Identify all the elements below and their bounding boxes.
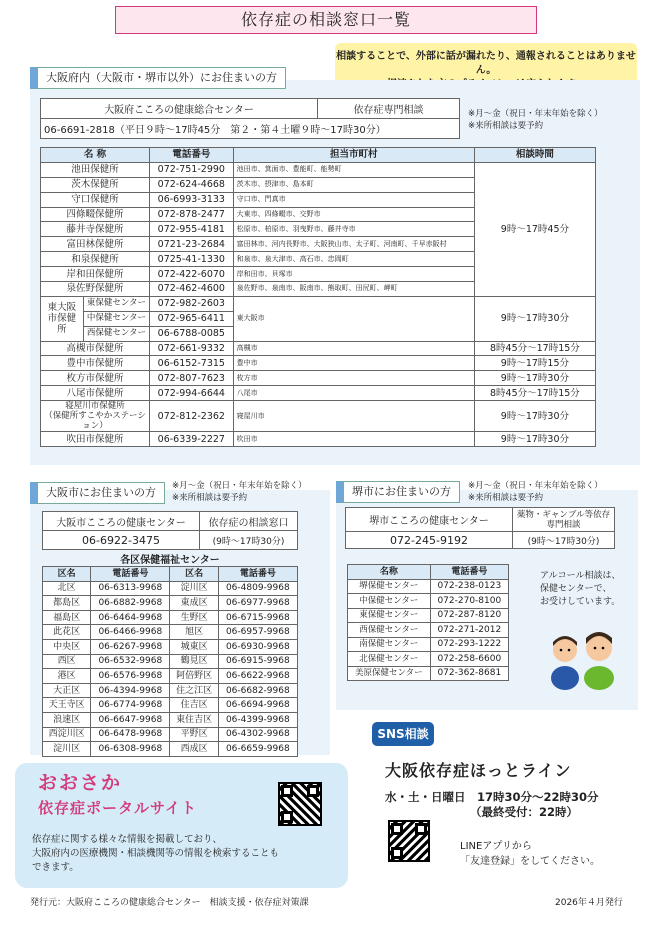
phone-cell: 072-661-9332 bbox=[150, 341, 234, 356]
ward-phone-cell: 06-6267-9968 bbox=[91, 639, 170, 654]
ward-row bbox=[43, 727, 298, 742]
people-illustration bbox=[543, 620, 623, 690]
ward-name-cell: 淀川区 bbox=[170, 581, 218, 596]
area-cell: 枚方市 bbox=[233, 371, 474, 386]
ward-phone-cell: 06-6977-9968 bbox=[218, 596, 297, 611]
sakai-phone-cell: 072-238-0123 bbox=[430, 579, 508, 594]
area-cell: 東大阪市 bbox=[233, 296, 474, 341]
ward-header-cell: 電話番号 bbox=[218, 567, 297, 582]
ward-phone-cell: 06-6576-9968 bbox=[91, 669, 170, 684]
center-name: 大阪府こころの健康総合センター bbox=[41, 99, 318, 119]
ward-name-cell: 住吉区 bbox=[170, 698, 218, 713]
osaka-pref-note-2: ※来所相談は要予約 bbox=[468, 121, 544, 131]
center-name-cell: 富田林保健所 bbox=[41, 237, 150, 252]
ward-phone-cell: 06-6532-9968 bbox=[91, 654, 170, 669]
osaka-city-section-label: 大阪市にお住まいの方 bbox=[30, 482, 165, 504]
center-name-cell: 池田保健所 bbox=[41, 162, 150, 177]
center-name-cell: 和泉保健所 bbox=[41, 252, 150, 267]
sakai-row bbox=[348, 579, 509, 594]
phone-cell: 06-6339-2227 bbox=[150, 432, 234, 447]
phone-cell: 072-965-6411 bbox=[150, 311, 234, 326]
center-name-cell: 岸和田保健所 bbox=[41, 267, 150, 282]
ward-header-cell: 区名 bbox=[43, 567, 91, 582]
sns-hours: 水・土・日曜日 17時30分～22時30分 bbox=[385, 790, 599, 804]
sakai-header-cell: 名称 bbox=[348, 565, 431, 580]
table-row bbox=[41, 356, 596, 371]
center-name-cell: 泉佐野保健所 bbox=[41, 282, 150, 297]
area-cell: 岸和田市、貝塚市 bbox=[233, 267, 474, 282]
higashi-label: 東大阪市保健所 bbox=[41, 296, 84, 341]
ward-phone-cell: 06-4399-9968 bbox=[218, 712, 297, 727]
area-cell: 豊中市 bbox=[233, 356, 474, 371]
ward-phone-cell: 06-6715-9968 bbox=[218, 610, 297, 625]
sakai-name-cell: 美原保健センター bbox=[348, 666, 431, 681]
ward-row bbox=[43, 596, 298, 611]
area-cell: 守口市、門真市 bbox=[233, 192, 474, 207]
ward-row bbox=[43, 610, 298, 625]
ward-phone-cell: 06-6694-9968 bbox=[218, 698, 297, 713]
phone-cell: 072-462-4600 bbox=[150, 282, 234, 297]
ward-name-cell: 此花区 bbox=[43, 625, 91, 640]
center-name-cell: 八尾市保健所 bbox=[41, 386, 150, 401]
sakai-row bbox=[348, 652, 509, 667]
portal-desc: 依存症に関する様々な情報を掲載しており、 大阪府内の医療機関・相談機関等の情報を検索することも できます。 bbox=[32, 834, 280, 873]
sakai-center-table bbox=[345, 507, 615, 549]
osaka-pref-note-1: ※月～金（祝日・年末年始を除く） bbox=[468, 109, 603, 119]
sakai-name-cell: 南保健センター bbox=[348, 637, 431, 652]
portal-title-2: 依存症ポータルサイト bbox=[38, 799, 197, 817]
ward-phone-cell: 06-6466-9968 bbox=[91, 625, 170, 640]
phone-cell: 0721-23-2684 bbox=[150, 237, 234, 252]
center-name-cell: 藤井寺保健所 bbox=[41, 222, 150, 237]
center-name-cell: 四條畷保健所 bbox=[41, 207, 150, 222]
table-row bbox=[41, 432, 596, 447]
ward-name-cell: 鶴見区 bbox=[170, 654, 218, 669]
ward-name-cell: 港区 bbox=[43, 669, 91, 684]
center-name-cell: 寝屋川市保健所 （保健所すこやかステーション） bbox=[41, 401, 150, 432]
city-center-phone: 06-6922-3475 bbox=[43, 531, 200, 550]
sakai-phone-cell: 072-270-8100 bbox=[430, 594, 508, 609]
ward-name-cell: 西区 bbox=[43, 654, 91, 669]
ward-row bbox=[43, 639, 298, 654]
sns-title: 大阪依存症ほっとライン bbox=[385, 761, 572, 780]
page-title: 依存症の相談窓口一覧 bbox=[115, 6, 537, 34]
ward-name-cell: 浪速区 bbox=[43, 712, 91, 727]
ward-name-cell: 住之江区 bbox=[170, 683, 218, 698]
center-name-cell: 高槻市保健所 bbox=[41, 341, 150, 356]
table-row bbox=[41, 401, 596, 432]
hours-cell: 9時～17時30分 bbox=[474, 371, 595, 386]
area-cell: 高槻市 bbox=[233, 341, 474, 356]
ward-name-cell: 北区 bbox=[43, 581, 91, 596]
ward-name-cell: 生野区 bbox=[170, 610, 218, 625]
sakai-row bbox=[348, 608, 509, 623]
sakai-note-2: ※来所相談は要予約 bbox=[468, 493, 544, 503]
ward-name-cell: 西淀川区 bbox=[43, 727, 91, 742]
area-cell: 富田林市、河内長野市、大阪狭山市、太子町、河南町、千早赤阪村 bbox=[233, 237, 474, 252]
sakai-phone-cell: 072-293-1222 bbox=[430, 637, 508, 652]
table-row bbox=[41, 341, 596, 356]
ward-header-row bbox=[43, 567, 298, 582]
ward-name-cell: 平野区 bbox=[170, 727, 218, 742]
center-phone: 06-6691-2818（平日９時～17時45分 第２・第４土曜９時～17時30分） bbox=[41, 119, 460, 139]
sakai-phone-cell: 072-287-8120 bbox=[430, 608, 508, 623]
phone-cell: 072-955-4181 bbox=[150, 222, 234, 237]
ward-table bbox=[42, 566, 298, 757]
sakai-name-cell: 東保健センター bbox=[348, 608, 431, 623]
osaka-city-note-1: ※月～金（祝日・年末年始を除く） bbox=[172, 481, 307, 491]
sakai-row bbox=[348, 623, 509, 638]
privacy-notice bbox=[335, 43, 637, 85]
table-header-row bbox=[41, 148, 596, 163]
table-header-cell: 電話番号 bbox=[150, 148, 234, 163]
area-cell: 泉佐野市、泉南市、阪南市、熊取町、田尻町、岬町 bbox=[233, 282, 474, 297]
sakai-phone-cell: 072-362-8681 bbox=[430, 666, 508, 681]
sakai-row bbox=[348, 594, 509, 609]
ward-phone-cell: 06-6957-9968 bbox=[218, 625, 297, 640]
ward-row bbox=[43, 712, 298, 727]
table-row bbox=[41, 371, 596, 386]
ward-phone-cell: 06-6464-9968 bbox=[91, 610, 170, 625]
sakai-center-hours: (9時～17時30分) bbox=[513, 532, 615, 549]
center-name-cell: 守口保健所 bbox=[41, 192, 150, 207]
area-cell: 池田市、箕面市、豊能町、能勢町 bbox=[233, 162, 474, 177]
sakai-center-phone: 072-245-9192 bbox=[346, 532, 513, 549]
ward-phone-cell: 06-6682-9968 bbox=[218, 683, 297, 698]
hours-cell: 9時～17時30分 bbox=[474, 296, 595, 341]
sakai-row bbox=[348, 666, 509, 681]
sns-line-1: LINEアプリから bbox=[460, 841, 532, 852]
area-cell: 吹田市 bbox=[233, 432, 474, 447]
ward-phone-cell: 06-6915-9968 bbox=[218, 654, 297, 669]
ward-phone-cell: 06-4302-9968 bbox=[218, 727, 297, 742]
hours-cell: 9時～17時45分 bbox=[474, 162, 595, 296]
osaka-pref-center-table bbox=[40, 98, 460, 139]
ward-row bbox=[43, 742, 298, 757]
table-header-cell: 名 称 bbox=[41, 148, 150, 163]
sub-center-name: 東保健センター bbox=[83, 296, 149, 311]
area-cell: 松原市、柏原市、羽曳野市、藤井寺市 bbox=[233, 222, 474, 237]
osaka-city-note-2: ※来所相談は要予約 bbox=[172, 493, 248, 503]
ward-phone-cell: 06-6478-9968 bbox=[91, 727, 170, 742]
hours-cell: 9時～17時30分 bbox=[474, 432, 595, 447]
ward-phone-cell: 06-6647-9968 bbox=[91, 712, 170, 727]
ward-name-cell: 東成区 bbox=[170, 596, 218, 611]
ward-header-cell: 区名 bbox=[170, 567, 218, 582]
health-center-table bbox=[40, 147, 596, 447]
ward-name-cell: 東住吉区 bbox=[170, 712, 218, 727]
ward-phone-cell: 06-4809-9968 bbox=[218, 581, 297, 596]
ward-phone-cell: 06-6622-9968 bbox=[218, 669, 297, 684]
sakai-phone-cell: 072-271-2012 bbox=[430, 623, 508, 638]
ward-phone-cell: 06-6882-9968 bbox=[91, 596, 170, 611]
ward-row bbox=[43, 625, 298, 640]
ward-name-cell: 旭区 bbox=[170, 625, 218, 640]
ward-phone-cell: 06-6313-9968 bbox=[91, 581, 170, 596]
area-cell: 茨木市、摂津市、島本町 bbox=[233, 177, 474, 192]
notice-line-1: 相談することで、外部に話が漏れたり、通報されることはありません。 bbox=[336, 51, 636, 76]
portal-title-1: おおさか bbox=[38, 772, 123, 794]
phone-cell: 0725-41-1330 bbox=[150, 252, 234, 267]
city-center-type: 依存症の相談窓口 bbox=[200, 512, 298, 531]
ward-phone-cell: 06-6308-9968 bbox=[91, 742, 170, 757]
footer-date: 2026年４月発行 bbox=[555, 898, 623, 908]
ward-name-cell: 都島区 bbox=[43, 596, 91, 611]
area-cell: 大東市、四條畷市、交野市 bbox=[233, 207, 474, 222]
ward-phone-cell: 06-4394-9968 bbox=[91, 683, 170, 698]
ward-name-cell: 大正区 bbox=[43, 683, 91, 698]
phone-cell: 072-878-2477 bbox=[150, 207, 234, 222]
center-name-cell: 吹田市保健所 bbox=[41, 432, 150, 447]
sakai-name-cell: 堺保健センター bbox=[348, 579, 431, 594]
phone-cell: 072-807-7623 bbox=[150, 371, 234, 386]
city-center-name: 大阪市こころの健康センター bbox=[43, 512, 200, 531]
center-type: 依存症専門相談 bbox=[318, 99, 460, 119]
sakai-name-cell: 中保健センター bbox=[348, 594, 431, 609]
table-row bbox=[41, 296, 596, 311]
sakai-center-name: 堺市こころの健康センター bbox=[346, 508, 513, 532]
sakai-header-cell: 電話番号 bbox=[430, 565, 508, 580]
city-center-hours: (9時～17時30分) bbox=[200, 531, 298, 550]
center-name-cell: 豊中市保健所 bbox=[41, 356, 150, 371]
sns-line-2: 「友達登録」をしてください。 bbox=[460, 856, 600, 867]
ward-row bbox=[43, 581, 298, 596]
phone-cell: 06-6152-7315 bbox=[150, 356, 234, 371]
phone-cell: 072-624-4668 bbox=[150, 177, 234, 192]
hours-cell: 9時～17時30分 bbox=[474, 401, 595, 432]
area-cell: 八尾市 bbox=[233, 386, 474, 401]
alcohol-note: アルコール相談は、 保健センターで、 お受けしています。 bbox=[540, 571, 621, 607]
table-row bbox=[41, 162, 596, 177]
sakai-row bbox=[348, 637, 509, 652]
ward-name-cell: 西成区 bbox=[170, 742, 218, 757]
portal-qr-icon[interactable] bbox=[278, 782, 322, 826]
sakai-name-cell: 西保健センター bbox=[348, 623, 431, 638]
ward-name-cell: 中央区 bbox=[43, 639, 91, 654]
sns-badge: SNS相談 bbox=[372, 722, 434, 746]
ward-name-cell: 淀川区 bbox=[43, 742, 91, 757]
hours-cell: 8時45分～17時15分 bbox=[474, 386, 595, 401]
ward-row bbox=[43, 654, 298, 669]
sub-center-name: 西保健センター bbox=[83, 326, 149, 341]
center-name-cell: 茨木保健所 bbox=[41, 177, 150, 192]
ward-header-cell: 電話番号 bbox=[91, 567, 170, 582]
phone-cell: 072-751-2990 bbox=[150, 162, 234, 177]
sub-center-name: 中保健センター bbox=[83, 311, 149, 326]
table-header-cell: 相談時間 bbox=[474, 148, 595, 163]
table-header-cell: 担当市町村 bbox=[233, 148, 474, 163]
ward-phone-cell: 06-6659-9968 bbox=[218, 742, 297, 757]
footer-publisher: 発行元：大阪府こころの健康総合センター 相談支援・依存症対策課 bbox=[30, 898, 309, 908]
wards-title: 各区保健福祉センター bbox=[120, 555, 220, 566]
center-name-cell: 枚方市保健所 bbox=[41, 371, 150, 386]
ward-name-cell: 福島区 bbox=[43, 610, 91, 625]
sns-last: （最終受付：22時） bbox=[470, 805, 579, 819]
ward-name-cell: 阿倍野区 bbox=[170, 669, 218, 684]
sakai-name-cell: 北保健センター bbox=[348, 652, 431, 667]
hours-cell: 9時～17時15分 bbox=[474, 356, 595, 371]
phone-cell: 072-422-6070 bbox=[150, 267, 234, 282]
ward-row bbox=[43, 698, 298, 713]
area-cell: 寝屋川市 bbox=[233, 401, 474, 432]
hours-cell: 8時45分～17時15分 bbox=[474, 341, 595, 356]
sakai-center-list bbox=[347, 564, 509, 681]
ward-phone-cell: 06-6774-9968 bbox=[91, 698, 170, 713]
table-row bbox=[41, 386, 596, 401]
ward-phone-cell: 06-6930-9968 bbox=[218, 639, 297, 654]
ward-row bbox=[43, 669, 298, 684]
ward-name-cell: 天王寺区 bbox=[43, 698, 91, 713]
osaka-pref-section-label: 大阪府内（大阪市・堺市以外）にお住まいの方 bbox=[30, 67, 286, 89]
ward-row bbox=[43, 683, 298, 698]
sakai-center-type: 薬物・ギャンブル等依存 専門相談 bbox=[513, 508, 615, 532]
sakai-header-row bbox=[348, 565, 509, 580]
phone-cell: 06-6993-3133 bbox=[150, 192, 234, 207]
phone-cell: 072-994-6644 bbox=[150, 386, 234, 401]
area-cell: 和泉市、泉大津市、高石市、忠岡町 bbox=[233, 252, 474, 267]
ward-name-cell: 城東区 bbox=[170, 639, 218, 654]
osaka-city-center-table bbox=[42, 511, 298, 550]
phone-cell: 072-982-2603 bbox=[150, 296, 234, 311]
phone-cell: 072-812-2362 bbox=[150, 401, 234, 432]
sakai-note-1: ※月～金（祝日・年末年始を除く） bbox=[468, 481, 603, 491]
sakai-phone-cell: 072-258-6600 bbox=[430, 652, 508, 667]
phone-cell: 06-6788-0085 bbox=[150, 326, 234, 341]
sakai-section-label: 堺市にお住まいの方 bbox=[336, 481, 460, 503]
sns-qr-icon[interactable] bbox=[388, 820, 430, 862]
